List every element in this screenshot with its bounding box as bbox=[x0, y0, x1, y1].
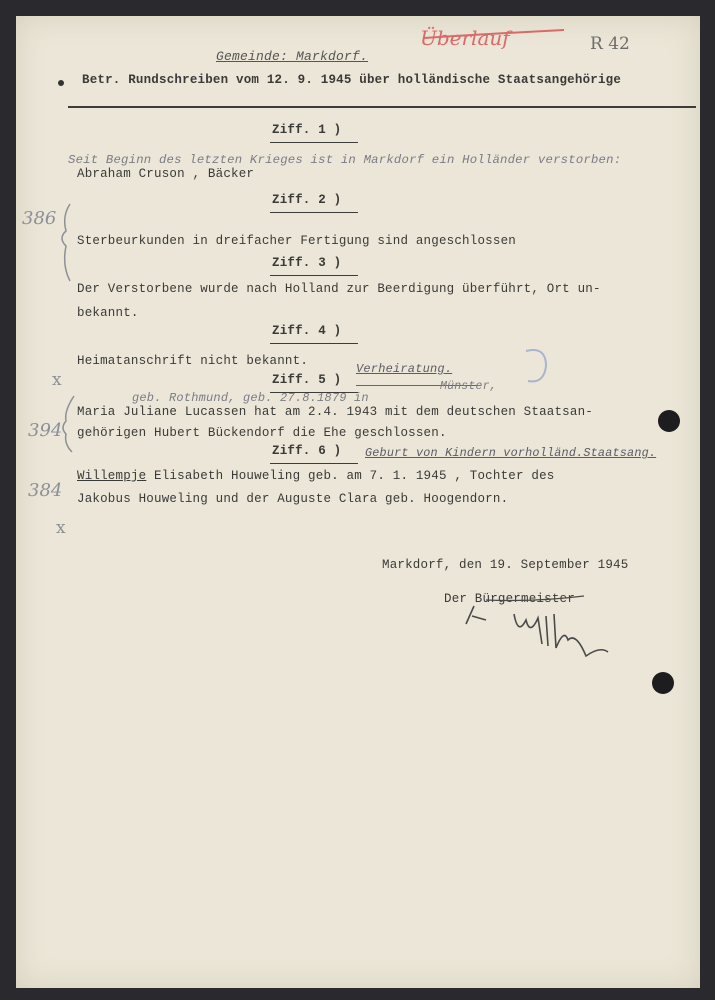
section-5-handwritten-title: Verheiratung. bbox=[356, 362, 453, 376]
section-5-handwritten-insert: geb. Rothmund, geb. 27.8.1879 in bbox=[132, 391, 369, 405]
section-5-text-2: gehörigen Hubert Bückendorf die Ehe geschlossen. bbox=[77, 426, 447, 440]
section-label-2: Ziff. 2 ) bbox=[272, 193, 342, 207]
section-label-3: Ziff. 3 ) bbox=[272, 256, 342, 270]
section-4-text: Heimatanschrift nicht bekannt. bbox=[77, 354, 309, 368]
section-3-text-2: bekannt. bbox=[77, 306, 139, 320]
document-page bbox=[16, 16, 700, 988]
archive-mark: R 42 bbox=[590, 34, 630, 54]
section-6-handwritten-title: Geburt von Kindern vorholländ.Staatsang. bbox=[365, 446, 657, 460]
signatory-title: Der Bürgermeister bbox=[444, 592, 575, 606]
section-5-handwritten-place: Münster, bbox=[440, 380, 497, 393]
subject-line: Betr. Rundschreiben vom 12. 9. 1945 über holländische Staatsangehörige bbox=[82, 73, 622, 87]
margin-bracket-2 bbox=[63, 396, 74, 452]
punch-hole-top bbox=[658, 410, 680, 432]
child-first-name: Willempje bbox=[77, 469, 147, 483]
margin-note-x-1: x bbox=[52, 370, 62, 390]
section-label-6: Ziff. 6 ) bbox=[272, 444, 342, 458]
child-details: Elisabeth Houweling geb. am 7. 1. 1945 , Tochter des bbox=[146, 469, 555, 483]
margin-note-386: 386 bbox=[22, 208, 57, 229]
section-1-text: Abraham Cruson , Bäcker bbox=[77, 167, 255, 181]
section-label-5: Ziff. 5 ) bbox=[272, 373, 342, 387]
margin-note-394: 394 bbox=[28, 420, 63, 441]
blue-circle-mark bbox=[526, 350, 546, 381]
punch-hole-bottom bbox=[652, 672, 674, 694]
section-6-text-2: Jakobus Houweling und der Auguste Clara geb. Hoogendorn. bbox=[77, 492, 509, 506]
red-underline-mark bbox=[424, 30, 564, 38]
signature-mark bbox=[466, 606, 608, 656]
section-label-1: Ziff. 1 ) bbox=[272, 123, 342, 137]
section-1-handwritten: Seit Beginn des letzten Krieges ist in Markdorf ein Holländer verstorben: bbox=[68, 153, 622, 167]
section-2-text: Sterbeurkunden in dreifacher Fertigung sind angeschlossen bbox=[77, 234, 516, 248]
margin-bracket-1 bbox=[62, 204, 70, 281]
signature-strike bbox=[486, 596, 584, 601]
section-label-4: Ziff. 4 ) bbox=[272, 324, 342, 338]
margin-note-x-2: x bbox=[56, 518, 66, 538]
margin-note-384: 384 bbox=[28, 480, 63, 501]
section-3-text-1: Der Verstorbene wurde nach Holland zur Beerdigung überführt, Ort un- bbox=[77, 282, 601, 296]
municipality-heading: Gemeinde: Markdorf. bbox=[216, 49, 369, 64]
place-date: Markdorf, den 19. September 1945 bbox=[382, 558, 629, 572]
hand-marks bbox=[16, 16, 700, 988]
red-annotation: Überlauf bbox=[420, 26, 510, 50]
section-5-text-1: Maria Juliane Lucassen hat am 2.4. 1943 mit dem deutschen Staatsan- bbox=[77, 405, 593, 419]
